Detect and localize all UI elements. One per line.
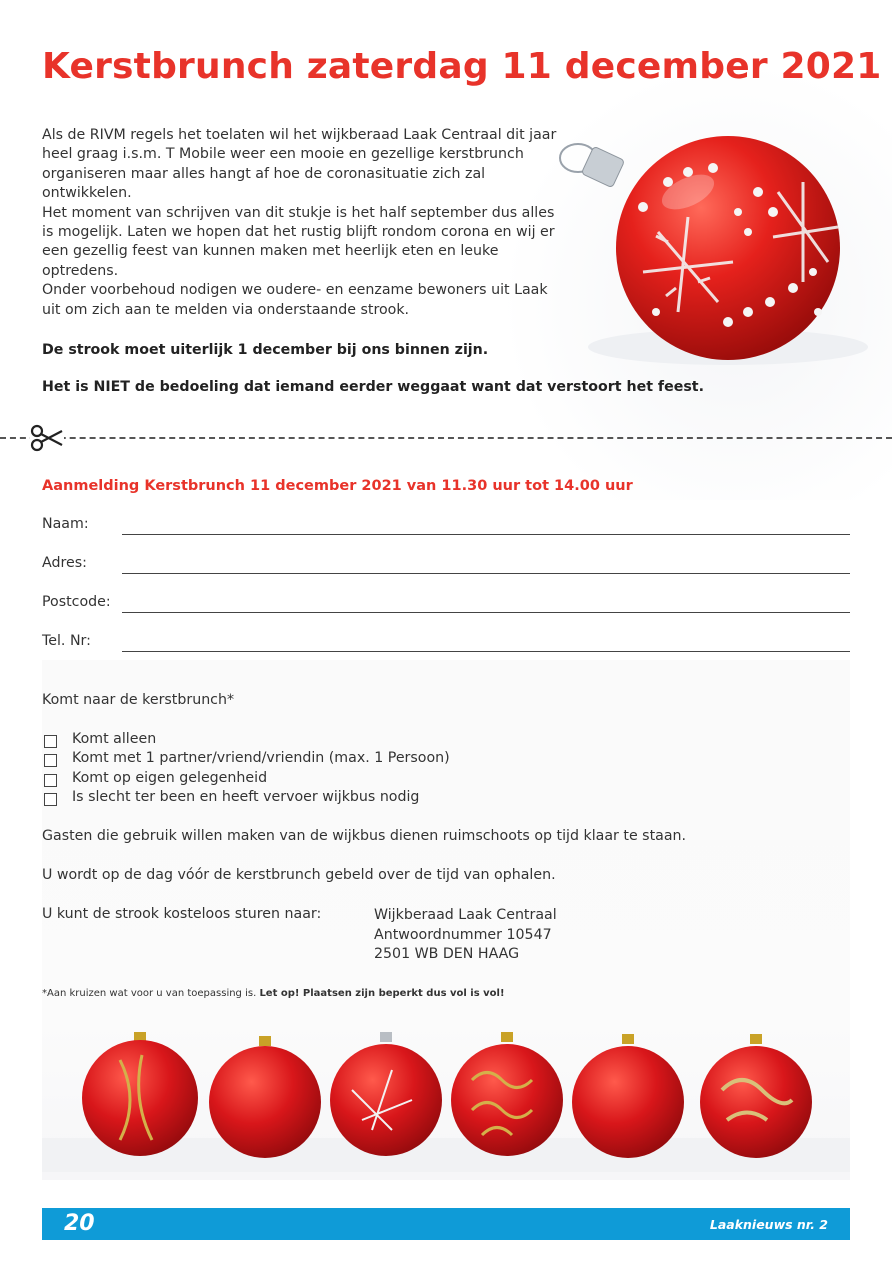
cut-line bbox=[0, 437, 892, 439]
phone-field[interactable] bbox=[42, 633, 850, 655]
intro-paragraph: Het moment van schrijven van dit stukje is het half september dus alles is mogelijk. Laten we hopen dat het rustig blijft rondom corona en wij er een gezellig feest van kunnen maken met heerlijk eten en leuke optredens. bbox=[42, 204, 555, 279]
page-title: Kerstbrunch zaterdag 11 december 2021 bbox=[42, 46, 882, 87]
send-label: U kunt de strook kosteloos sturen naar: bbox=[42, 906, 322, 922]
registration-title: Aanmelding Kerstbrunch 11 december 2021 van 11.30 uur tot 14.00 uur bbox=[42, 478, 633, 494]
option-label: Komt alleen bbox=[72, 731, 157, 747]
issue-label: Laaknieuws nr. 2 bbox=[709, 1217, 828, 1232]
intro-text bbox=[42, 126, 562, 320]
postcode-field[interactable] bbox=[42, 594, 850, 616]
footnote-text: *Aan kruizen wat voor u van toepassing is. bbox=[42, 988, 257, 999]
field-label: Postcode: bbox=[42, 594, 111, 610]
checkbox[interactable] bbox=[44, 754, 57, 767]
attendance-question: Komt naar de kerstbrunch* bbox=[42, 692, 235, 708]
checkbox[interactable] bbox=[44, 774, 57, 787]
baubles-row-image bbox=[42, 1020, 850, 1172]
checkbox[interactable] bbox=[44, 793, 57, 806]
deadline-note: De strook moet uiterlijk 1 december bij ons binnen zijn. bbox=[42, 342, 489, 358]
page-footer bbox=[42, 1208, 850, 1240]
address-line: Antwoordnummer 10547 bbox=[374, 926, 552, 943]
footnote-warning: Let op! Plaatsen zijn beperkt dus vol is vol! bbox=[259, 988, 505, 999]
address-line: 2501 WB DEN HAAG bbox=[374, 946, 520, 962]
field-label: Naam: bbox=[42, 516, 89, 532]
option-label: Komt op eigen gelegenheid bbox=[72, 770, 268, 786]
intro-paragraph: Onder voorbehoud nodigen we oudere- en eenzame bewoners uit Laak uit om zich aan te melden via onderstaande strook. bbox=[42, 282, 548, 318]
scissors-icon bbox=[30, 424, 64, 452]
mailing-address bbox=[374, 906, 557, 965]
footnote bbox=[42, 988, 505, 999]
field-label: Tel. Nr: bbox=[42, 633, 91, 649]
write-line bbox=[122, 573, 850, 574]
write-line bbox=[122, 612, 850, 613]
address-line: Wijkberaad Laak Centraal bbox=[374, 907, 557, 923]
name-field[interactable] bbox=[42, 516, 850, 538]
page-number: 20 bbox=[64, 1211, 95, 1236]
checkbox[interactable] bbox=[44, 735, 57, 748]
address-field[interactable] bbox=[42, 555, 850, 577]
leave-note: Het is NIET de bedoeling dat iemand eerder weggaat want dat verstoort het feest. bbox=[42, 379, 704, 395]
option-label: Is slecht ter been en heeft vervoer wijkbus nodig bbox=[72, 789, 420, 805]
write-line bbox=[122, 651, 850, 652]
call-note: U wordt op de dag vóór de kerstbrunch gebeld over de tijd van ophalen. bbox=[42, 867, 556, 883]
write-line bbox=[122, 534, 850, 535]
option-label: Komt met 1 partner/vriend/vriendin (max. 1 Persoon) bbox=[72, 750, 450, 766]
field-label: Adres: bbox=[42, 555, 87, 571]
christmas-bauble-image bbox=[548, 112, 868, 372]
intro-paragraph: Als de RIVM regels het toelaten wil het wijkberaad Laak Centraal dit jaar heel graag i.s.m. T Mobile weer een mooie en gezellige kerstbrunch organiseren maar alles hangt af hoe de coronasituatie zich zal ontwikkelen. bbox=[42, 127, 557, 202]
bus-note: Gasten die gebruik willen maken van de wijkbus dienen ruimschoots op tijd klaar te staan. bbox=[42, 828, 687, 844]
